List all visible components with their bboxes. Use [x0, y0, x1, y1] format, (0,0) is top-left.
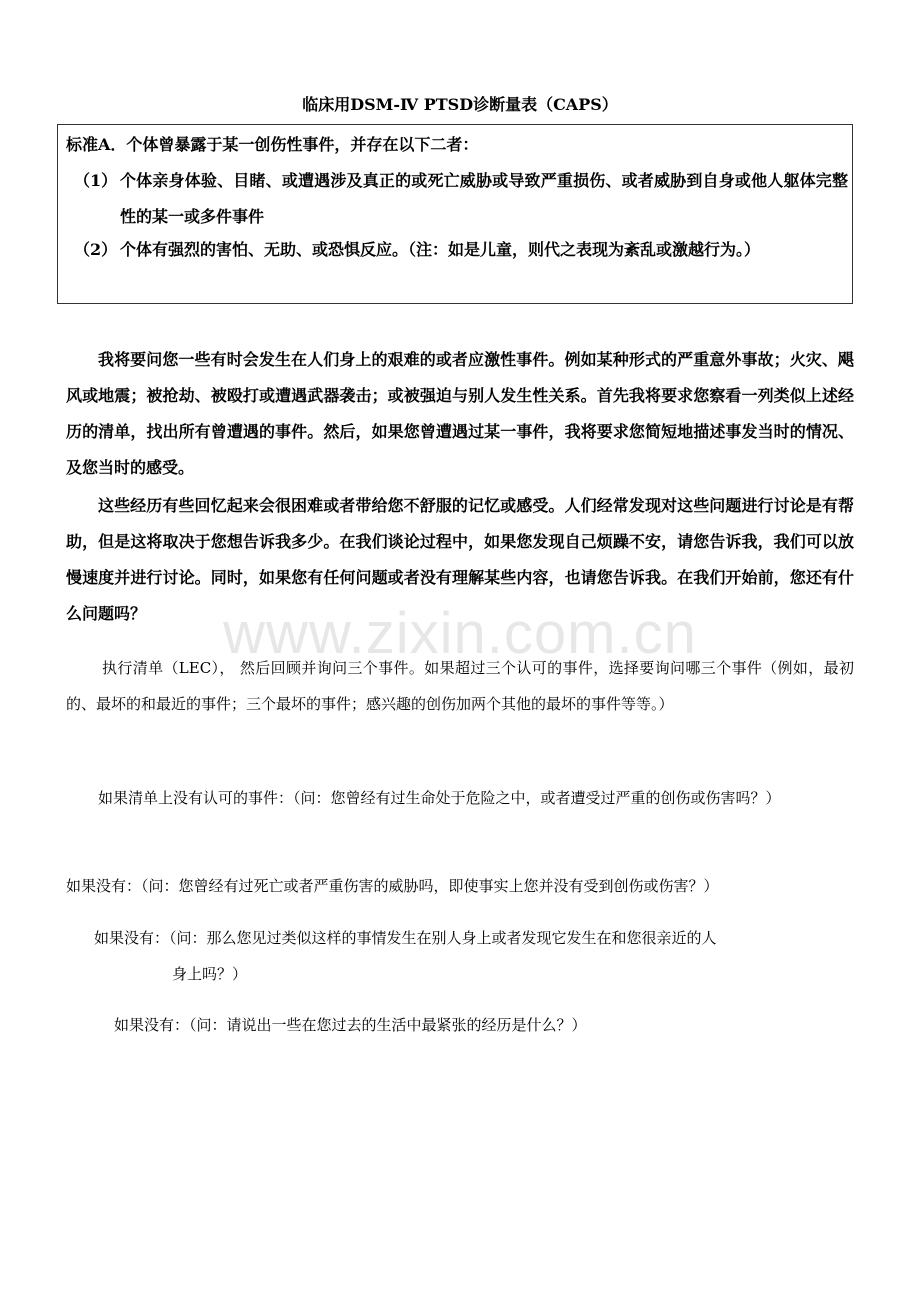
followup-if-no-3: 如果没有：（问：请说出一些在您过去的生活中最紧张的经历是什么？）	[114, 1016, 587, 1034]
criterion-item-2	[74, 232, 848, 268]
intro-paragraph-2: 这些经历有些回忆起来会很困难或者带给您不舒服的记忆或感受。人们经常发现对这些问题进行讨论是有帮助，但是这将取决于您想告诉我多少。在我们谈论过程中，如果您发现自己烦躁不安，请您告诉我，我们可以放慢速度并进行讨论。同时，如果您有任何问题或者没有理解某些内容，也请您告诉我。在我们开始前，您还有什么问题吗？	[66, 496, 854, 623]
criterion-heading: 标准A．个体曾暴露于某一创伤性事件，并存在以下二者：	[66, 135, 479, 154]
followup-if-no-2-line-1: 如果没有：（问：那么您见过类似这样的事情发生在别人身上或者发现它发生在和您很亲近的人	[94, 929, 717, 947]
lec-instruction: 执行清单（LEC）， 然后回顾并询问三个事件。如果超过三个认可的事件，选择要询问哪三个事件（例如，最初的、最坏的和最近的事件；三个最坏的事件；感兴趣的创伤加两个其他的最坏的事件等等。）	[66, 659, 854, 713]
followup-if-no-2	[94, 920, 864, 992]
criterion-a-box	[57, 124, 853, 304]
watermark: www.zixin.com.cn	[223, 601, 697, 666]
intro-paragraph-1: 我将要问您一些有时会发生在人们身上的艰难的或者应激性事件。例如某种形式的严重意外事故；火灾、飓风或地震；被抢劫、被殴打或遭遇武器袭击；或被强迫与别人发生性关系。首先我将要求您察看一列类似上述经历的清单，找出所有曾遭遇的事件。然后，如果您曾遭遇过某一事件，我将要求您简短地描述事发当时的情况、及您当时的感受。	[66, 350, 854, 477]
criterion-item-number: （2）	[74, 240, 118, 259]
followup-none-on-list: 如果清单上没有认可的事件：（问：您曾经有过生命处于危险之中，或者遭受过严重的创伤或伤害吗？）	[98, 789, 781, 807]
criterion-item-1	[74, 163, 848, 235]
criterion-item-number: （1）	[74, 171, 118, 190]
followup-if-no-2-line-2: 身上吗？）	[172, 965, 248, 983]
criterion-item-text: 个体有强烈的害怕、无助、或恐惧反应。（注：如是儿童，则代之表现为紊乱或激越行为。）	[120, 240, 761, 259]
criterion-item-text: 个体亲身体验、目睹、或遭遇涉及真正的或死亡威胁或导致严重损伤、或者威胁到自身或他人躯体完整性的某一或多件事件	[120, 171, 848, 226]
followup-if-no-1: 如果没有：（问：您曾经有过死亡或者严重伤害的威胁吗，即使事实上您并没有受到创伤或伤害？）	[66, 877, 719, 895]
page-title: 临床用DSM-Ⅳ PTSD诊断量表（CAPS）	[302, 95, 618, 114]
